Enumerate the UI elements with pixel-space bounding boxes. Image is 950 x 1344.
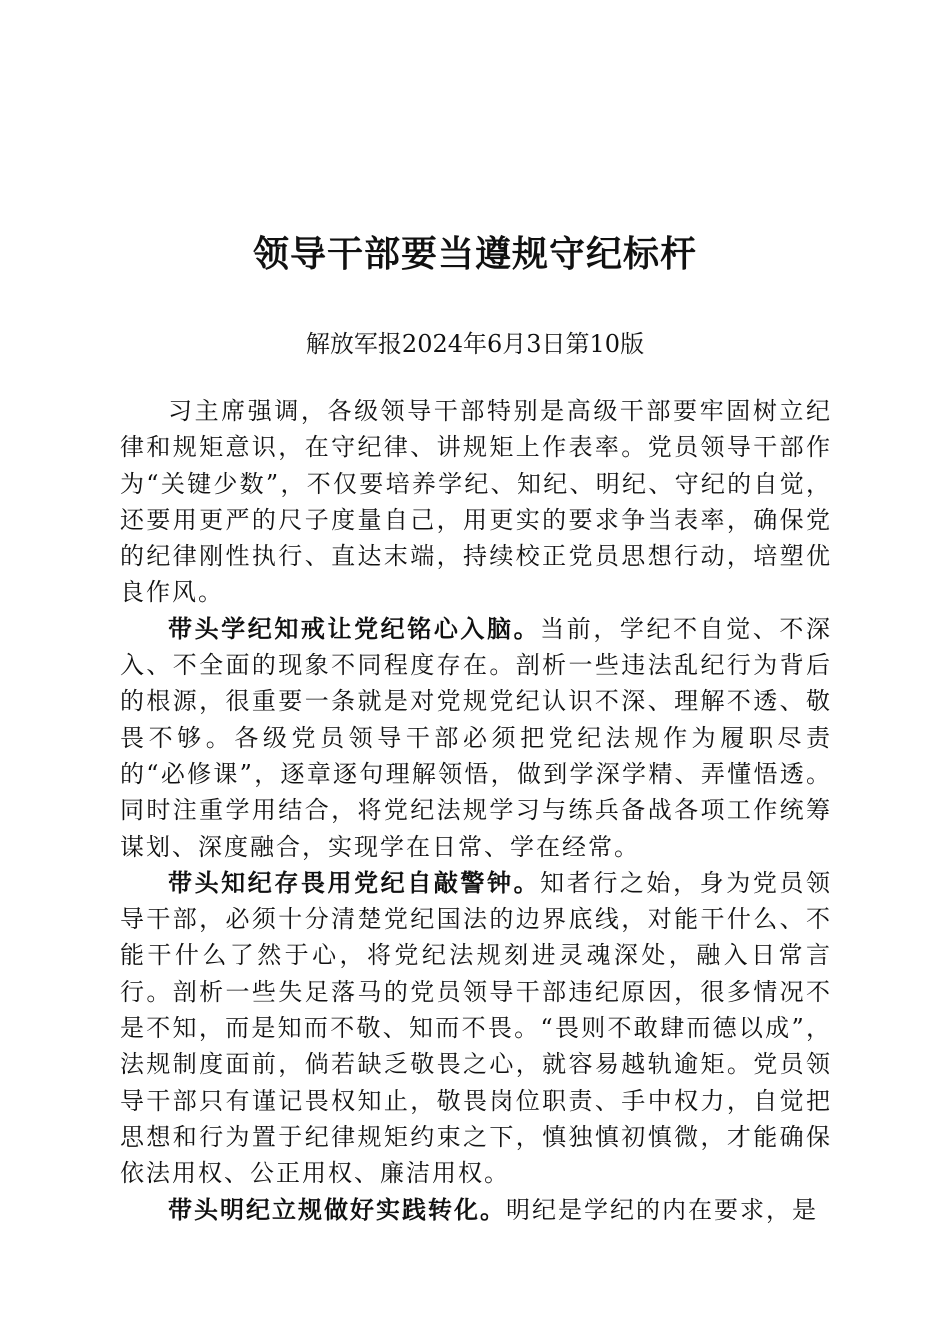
article-body	[120, 393, 832, 1228]
paragraph-text: 知者行之始，身为党员领导干部，必须十分清楚党纪国法的边界底线，对能干什么、不能干什么了然于心，将党纪法规刻进灵魂深处，融入日常言行。剖析一些失足落马的党员领导干部违纪原因，很多情况不是不知，而是知而不敬、知而不畏。“畏则不敢肆而德以成”，法规制度面前，倘若缺乏敬畏之心，就容易越轨逾矩。党员领导干部只有谨记畏权知止，敬畏岗位职责、手中权力，自觉把思想和行为置于纪律规矩约束之下，慎独慎初慎微，才能确保依法用权、公正用权、廉洁用权。	[120, 868, 833, 1188]
article-title: 领导干部要当遵规守纪标杆	[252, 233, 697, 275]
paragraph-study-discipline	[120, 611, 832, 865]
paragraph-lead: 带头学纪知戒让党纪铭心入脑。	[168, 613, 541, 643]
paragraph-intro	[120, 393, 832, 611]
article-byline: 解放军报2024年6月3日第10版	[305, 330, 645, 358]
paragraph-know-discipline	[120, 865, 832, 1192]
paragraph-text: 当前，学纪不自觉、不深入、不全面的现象不同程度存在。剖析一些违法乱纪行为背后的根源，很重要一条就是对党规党纪认识不深、理解不透、敬畏不够。各级党员领导干部必须把党纪法规作为履职尽责的“必修课”，逐章逐句理解领悟，做到学深学精、弄懂悟透。同时注重学用结合，将党纪法规学习与练兵备战各项工作统筹谋划、深度融合，实现学在日常、学在经常。	[120, 614, 833, 861]
paragraph-clarify-discipline	[120, 1192, 832, 1228]
paragraph-text: 习主席强调，各级领导干部特别是高级干部要牢固树立纪律和规矩意识，在守纪律、讲规矩上作表率。党员领导干部作为“关键少数”，不仅要培养学纪、知纪、明纪、守纪的自觉，还要用更严的尺子度量自己，用更实的要求争当表率，确保党的纪律刚性执行、直达末端，持续校正党员思想行动，培塑优良作风。	[120, 397, 832, 607]
paragraph-text: 明纪是学纪的内在要求，是	[506, 1195, 818, 1224]
paragraph-lead: 带头明纪立规做好实践转化。	[168, 1194, 506, 1224]
paragraph-lead: 带头知纪存畏用党纪自敲警钟。	[168, 867, 541, 897]
